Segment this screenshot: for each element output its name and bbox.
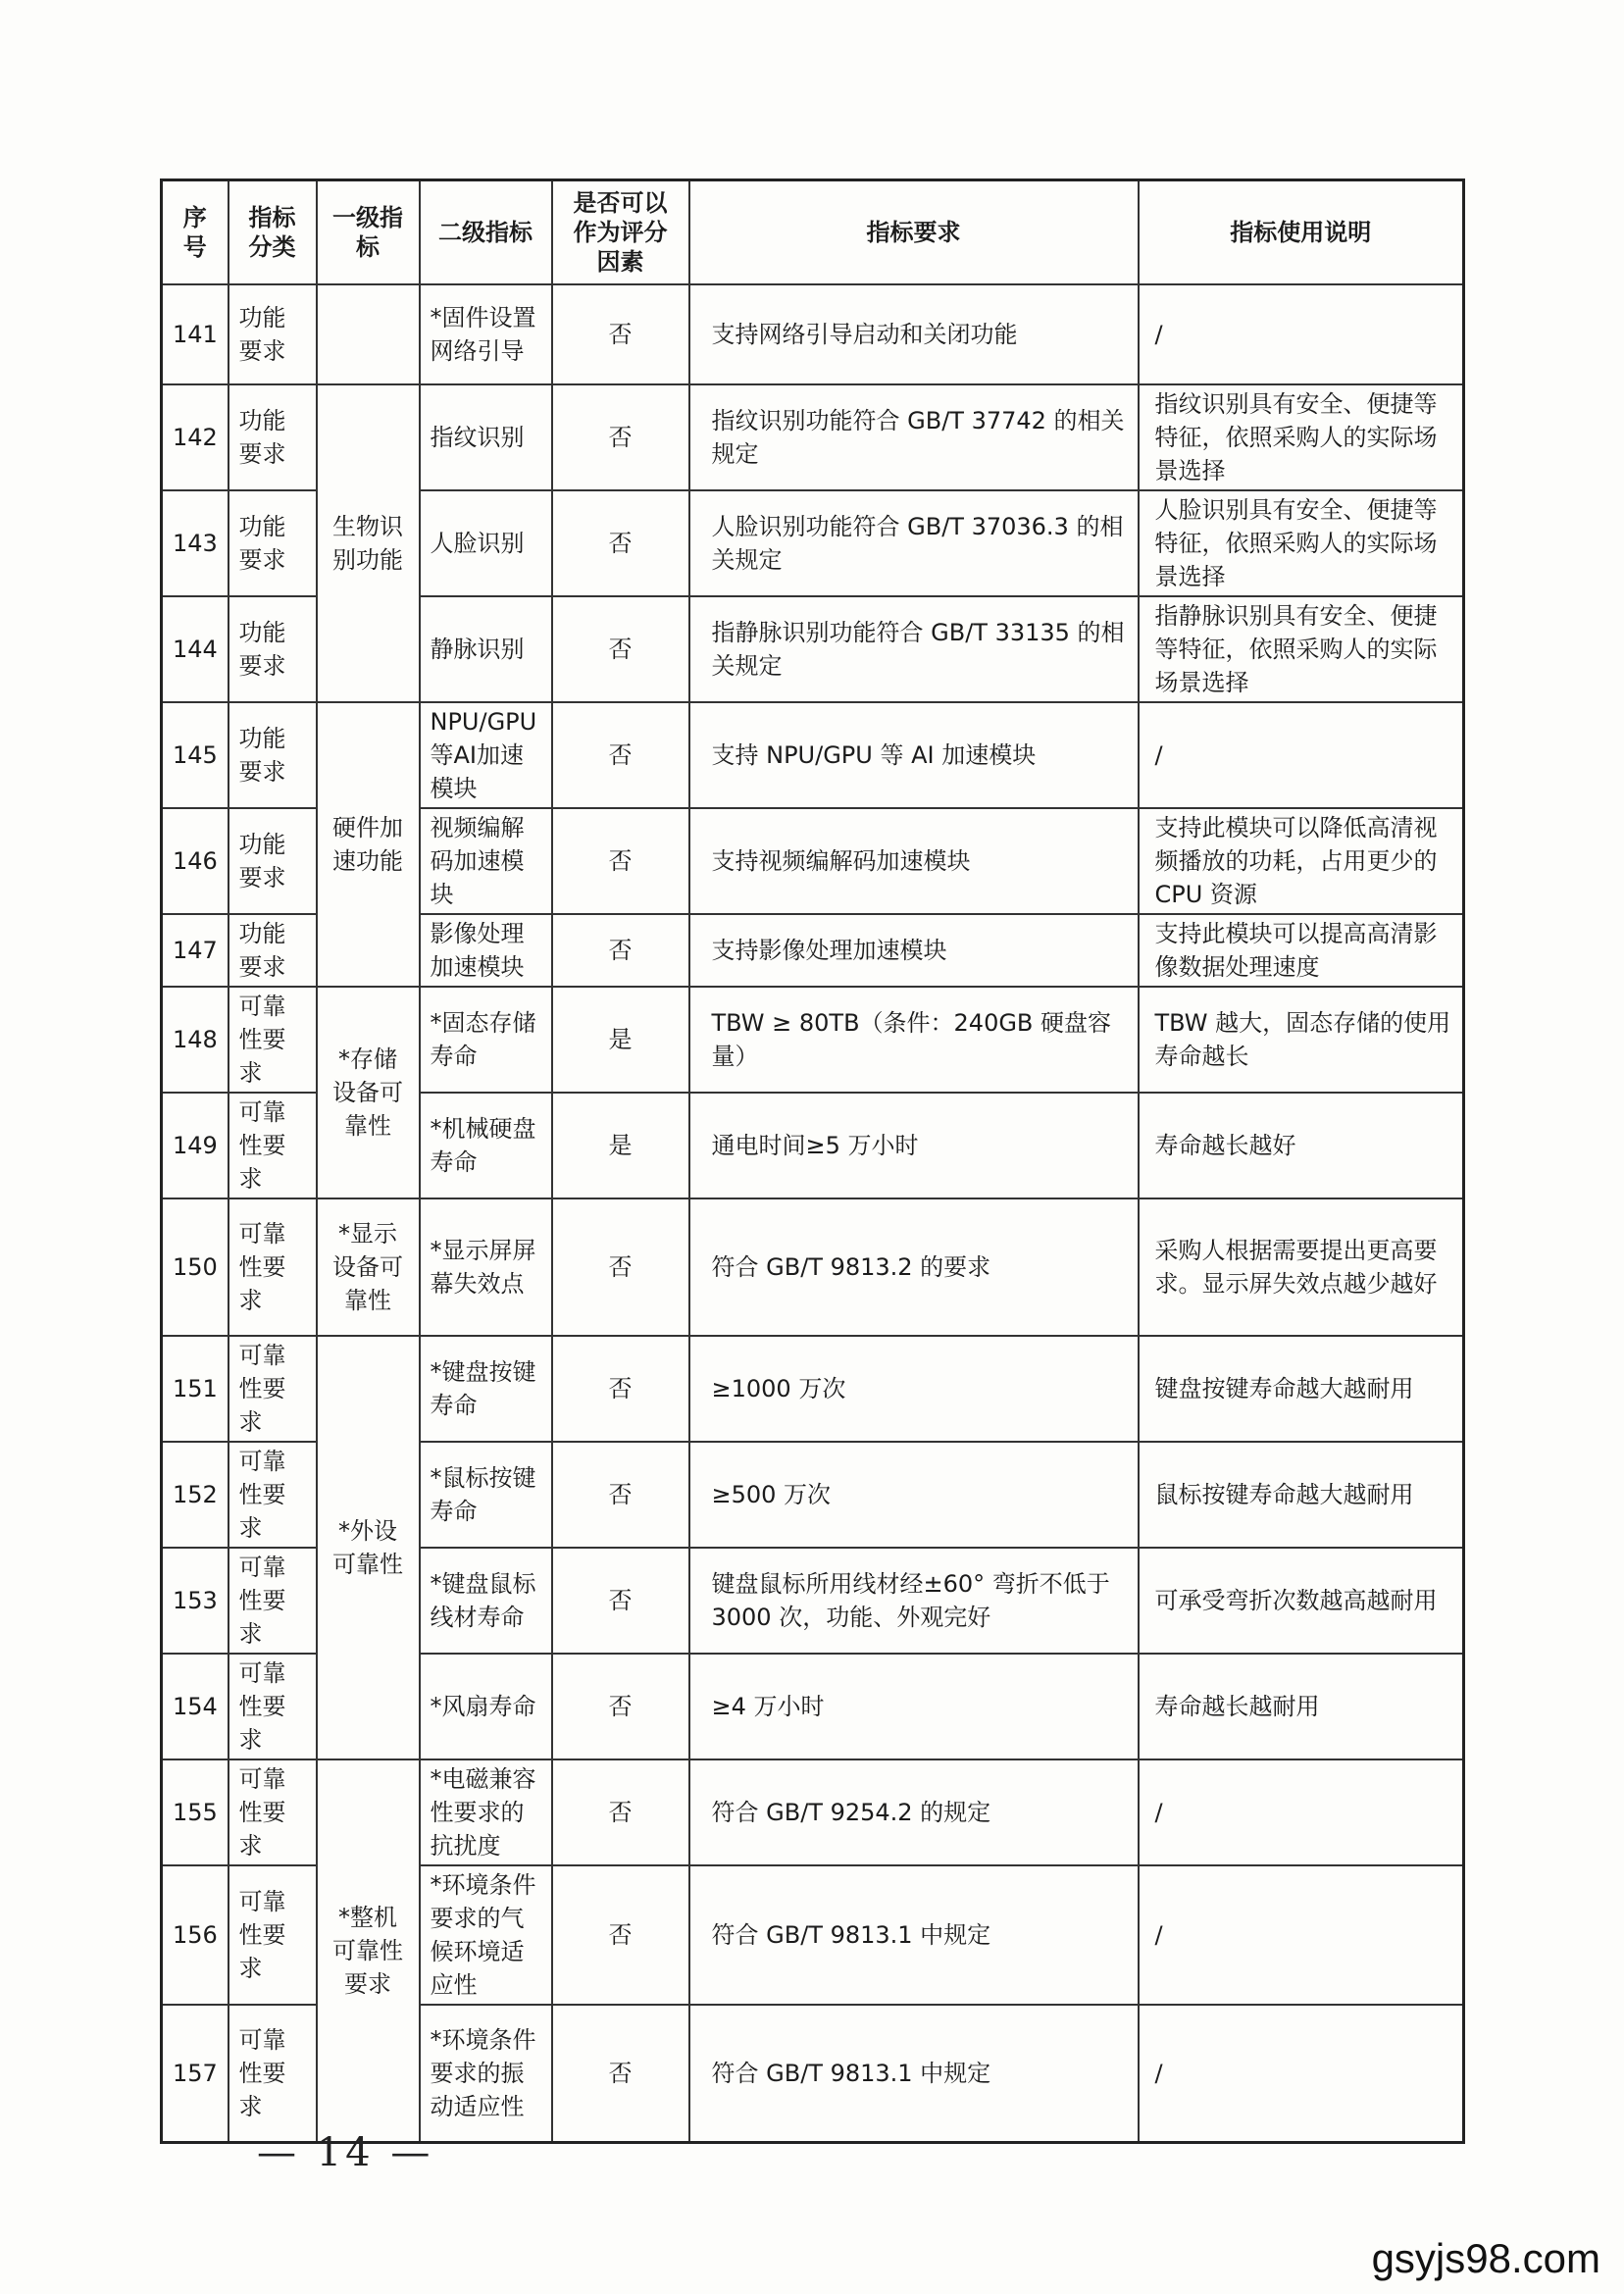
row-level2: *固件设置网络引导 (420, 284, 552, 384)
row-category: 可靠性要求 (228, 1548, 317, 1654)
row-index: 155 (162, 1759, 228, 1865)
row-note: 寿命越长越好 (1139, 1093, 1464, 1198)
table-header-row (162, 180, 1464, 285)
row-requirement: 人脸识别功能符合 GB/T 37036.3 的相关规定 (689, 490, 1139, 596)
header-scoring: 是否可以作为评分因素 (552, 180, 689, 285)
row-category: 功能要求 (228, 284, 317, 384)
row-level2: *环境条件要求的振动适应性 (420, 2005, 552, 2142)
row-requirement: 指纹识别功能符合 GB/T 37742 的相关规定 (689, 384, 1139, 490)
row-index: 147 (162, 914, 228, 987)
row-level2: *风扇寿命 (420, 1654, 552, 1759)
row-index: 150 (162, 1198, 228, 1336)
row-note: 键盘按键寿命越大越耐用 (1139, 1336, 1464, 1442)
row-index: 141 (162, 284, 228, 384)
row-note: 鼠标按键寿命越大越耐用 (1139, 1442, 1464, 1548)
row-requirement: ≥500 万次 (689, 1442, 1139, 1548)
row-index: 145 (162, 702, 228, 808)
row-level2: *环境条件要求的气候环境适应性 (420, 1865, 552, 2005)
group-display-reliability: *显示设备可靠性 (317, 1198, 420, 1336)
row-scoring: 否 (552, 1442, 689, 1548)
row-index: 149 (162, 1093, 228, 1198)
row-requirement: 符合 GB/T 9813.1 中规定 (689, 2005, 1139, 2142)
row-level2: *鼠标按键寿命 (420, 1442, 552, 1548)
watermark-text: gsyjs98.com (1368, 2235, 1604, 2282)
row-index: 148 (162, 987, 228, 1093)
row-scoring: 否 (552, 1336, 689, 1442)
table-row (162, 384, 1464, 490)
row-category: 可靠性要求 (228, 1442, 317, 1548)
row-note: 可承受弯折次数越高越耐用 (1139, 1548, 1464, 1654)
row-requirement: 键盘鼠标所用线材经±60° 弯折不低于 3000 次，功能、外观完好 (689, 1548, 1139, 1654)
row-scoring: 否 (552, 1865, 689, 2005)
row-category: 功能要求 (228, 596, 317, 702)
page-number: — 14 — (257, 2130, 434, 2175)
header-note: 指标使用说明 (1139, 180, 1464, 285)
row-scoring: 否 (552, 1548, 689, 1654)
table-row (162, 702, 1464, 808)
row-category: 功能要求 (228, 702, 317, 808)
group-peripheral-reliability: *外设可靠性 (317, 1336, 420, 1759)
row-scoring: 否 (552, 914, 689, 987)
row-category: 功能要求 (228, 490, 317, 596)
row-index: 156 (162, 1865, 228, 2005)
row-index: 152 (162, 1442, 228, 1548)
row-index: 143 (162, 490, 228, 596)
row-scoring: 否 (552, 702, 689, 808)
row-requirement: ≥4 万小时 (689, 1654, 1139, 1759)
row-level2: *键盘鼠标线材寿命 (420, 1548, 552, 1654)
row-category: 可靠性要求 (228, 1654, 317, 1759)
row-requirement: 符合 GB/T 9813.1 中规定 (689, 1865, 1139, 2005)
row-level2: NPU/GPU等AI加速模块 (420, 702, 552, 808)
row-level2: 指纹识别 (420, 384, 552, 490)
row-level2: *电磁兼容性要求的抗扰度 (420, 1759, 552, 1865)
row-index: 151 (162, 1336, 228, 1442)
row-level2: 视频编解码加速模块 (420, 808, 552, 914)
row-note: 支持此模块可以降低高清视频播放的功耗，占用更少的 CPU 资源 (1139, 808, 1464, 914)
row-requirement: 支持网络引导启动和关闭功能 (689, 284, 1139, 384)
row-level2: 人脸识别 (420, 490, 552, 596)
row-requirement: TBW ≥ 80TB（条件：240GB 硬盘容量） (689, 987, 1139, 1093)
row-scoring: 是 (552, 1093, 689, 1198)
row-scoring: 否 (552, 1198, 689, 1336)
row-index: 142 (162, 384, 228, 490)
row-category: 可靠性要求 (228, 1198, 317, 1336)
header-requirement: 指标要求 (689, 180, 1139, 285)
row-index: 154 (162, 1654, 228, 1759)
row-requirement: 支持 NPU/GPU 等 AI 加速模块 (689, 702, 1139, 808)
row-note: 人脸识别具有安全、便捷等特征，依照采购人的实际场景选择 (1139, 490, 1464, 596)
row-scoring: 否 (552, 1654, 689, 1759)
row-requirement: ≥1000 万次 (689, 1336, 1139, 1442)
row-category: 功能要求 (228, 808, 317, 914)
row-category: 可靠性要求 (228, 987, 317, 1093)
row-requirement: 通电时间≥5 万小时 (689, 1093, 1139, 1198)
row-note: TBW 越大，固态存储的使用寿命越长 (1139, 987, 1464, 1093)
row-scoring: 是 (552, 987, 689, 1093)
row-scoring: 否 (552, 596, 689, 702)
row-level2: *固态存储寿命 (420, 987, 552, 1093)
row-requirement: 符合 GB/T 9813.2 的要求 (689, 1198, 1139, 1336)
row-requirement: 指静脉识别功能符合 GB/T 33135 的相关规定 (689, 596, 1139, 702)
row-index: 153 (162, 1548, 228, 1654)
table-row (162, 284, 1464, 384)
row-category: 可靠性要求 (228, 1759, 317, 1865)
row-scoring: 否 (552, 2005, 689, 2142)
row-note: / (1139, 1865, 1464, 2005)
row-index: 146 (162, 808, 228, 914)
row-scoring: 否 (552, 384, 689, 490)
row-note: 寿命越长越耐用 (1139, 1654, 1464, 1759)
group-storage-reliability: *存储设备可靠性 (317, 987, 420, 1198)
group-biometric: 生物识别功能 (317, 384, 420, 702)
row-note: 指纹识别具有安全、便捷等特征，依照采购人的实际场景选择 (1139, 384, 1464, 490)
row-scoring: 否 (552, 490, 689, 596)
row-requirement: 支持影像处理加速模块 (689, 914, 1139, 987)
indicator-table (160, 178, 1465, 2144)
header-idx: 序号 (162, 180, 228, 285)
table-row (162, 1759, 1464, 1865)
row-scoring: 否 (552, 1759, 689, 1865)
row-scoring: 否 (552, 284, 689, 384)
table-row (162, 1336, 1464, 1442)
row-note: / (1139, 1759, 1464, 1865)
row-level2: 影像处理加速模块 (420, 914, 552, 987)
row-note: 支持此模块可以提高高清影像数据处理速度 (1139, 914, 1464, 987)
row-level2: *显示屏屏幕失效点 (420, 1198, 552, 1336)
row-requirement: 支持视频编解码加速模块 (689, 808, 1139, 914)
row-category: 可靠性要求 (228, 1336, 317, 1442)
header-category: 指标分类 (228, 180, 317, 285)
row-level2: *机械硬盘寿命 (420, 1093, 552, 1198)
row-index: 144 (162, 596, 228, 702)
row-requirement: 符合 GB/T 9254.2 的规定 (689, 1759, 1139, 1865)
group-hardware-accel: 硬件加速功能 (317, 702, 420, 987)
header-level2: 二级指标 (420, 180, 552, 285)
table-row (162, 1198, 1464, 1336)
row-note: 指静脉识别具有安全、便捷等特征，依照采购人的实际场景选择 (1139, 596, 1464, 702)
row-category: 功能要求 (228, 914, 317, 987)
header-level1: 一级指标 (317, 180, 420, 285)
group-machine-reliability: *整机可靠性要求 (317, 1759, 420, 2142)
row-index: 157 (162, 2005, 228, 2142)
row-category: 功能要求 (228, 384, 317, 490)
row-note: / (1139, 284, 1464, 384)
row-category: 可靠性要求 (228, 2005, 317, 2142)
row-note: / (1139, 702, 1464, 808)
row-category: 可靠性要求 (228, 1093, 317, 1198)
row-category: 可靠性要求 (228, 1865, 317, 2005)
row-note: / (1139, 2005, 1464, 2142)
row-note: 采购人根据需要提出更高要求。显示屏失效点越少越好 (1139, 1198, 1464, 1336)
row-scoring: 否 (552, 808, 689, 914)
row-level2: *键盘按键寿命 (420, 1336, 552, 1442)
table-row (162, 987, 1464, 1093)
row-level2: 静脉识别 (420, 596, 552, 702)
row-level1-empty (317, 284, 420, 384)
